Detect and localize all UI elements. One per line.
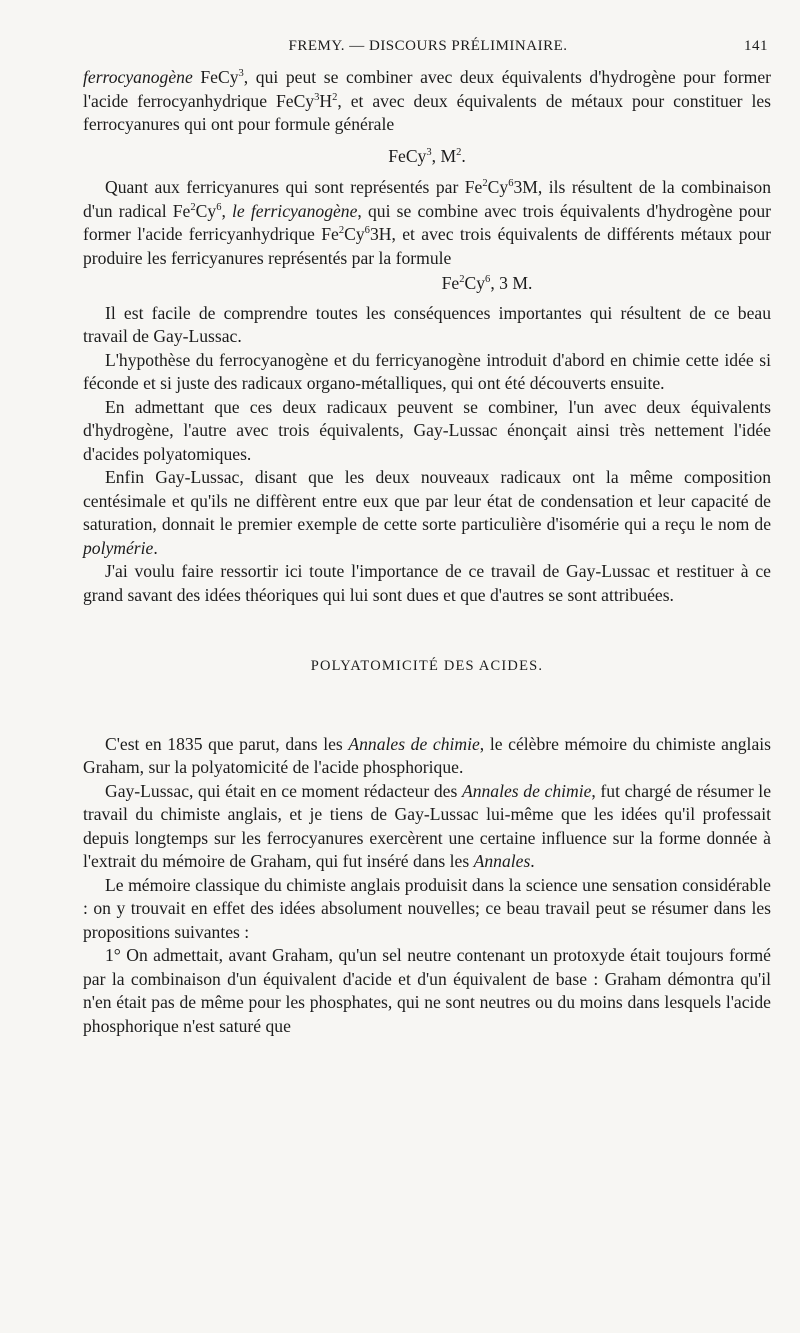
running-title: FREMY. — DISCOURS PRÉLIMINAIRE. [288,38,568,54]
paragraph-ferricyanures: Quant aux ferricyanures qui sont représentés par Fe$^2$Cy$^6$3M, ils résultent de la combinaison d'un radical Fe$^2$Cy$^6$, le ferricyanogène, qui se combine avec trois équivalents d'hydrogène pour former l'acide ferricyanhydrique Fe$^2$Cy$^6$3H, et avec trois équivalents de différents métaux pour produire les ferricyanures représentés par la formule [83,177,772,268]
formula-ferricyanures: Fe$^2$Cy$^6$, 3 M. [441,273,533,293]
paragraph-polymerie: Enfin Gay-Lussac, disant que les deux nouveaux radicaux ont la même composition centésimale et qu'ils ne diffèrent entre eux que par leur état de condensation et leur capacité de saturation, donnait le premier exemple de cette sorte particulière d'isomérie qui a reçu le nom de polymérie. [83,467,771,558]
running-header [88,38,768,64]
paragraph-graham-1835: C'est en 1835 que parut, dans les Annales de chimie, le célèbre mémoire du chimiste anglais Graham, sur la polyatomicité de l'acide phosphorique. [83,733,771,777]
section-title: POLYATOMICITÉ DES ACIDES. [310,658,544,674]
paragraph-proposition-1: 1° On admettait, avant Graham, qu'un sel neutre contenant un protoxyde était toujours formé par la combinaison d'un équivalent d'acide et d'un équivalent de base : Graham démontra qu'il n'en était pas de même pour les phosphates, qui ne sont neutres ou du moins dans lesquels l'acide phosphorique n'est saturé que [83,945,771,1036]
paragraph-memoire-classique: Le mémoire classique du chimiste anglais produisit dans la science une sensation considérable : on y trouvait en effet des idées absolument nouvelles; ce beau travail peut se résumer dans les propositions suivantes : [83,874,771,942]
paragraph-consequences: Il est facile de comprendre toutes les conséquences importantes qui résultent de ce beau travail de Gay-Lussac. [83,302,771,346]
formula-ferrocyanures: FeCy$^3$, $M^2$. [388,145,466,166]
paragraph-admettant: En admettant que ces deux radicaux peuvent se combiner, l'un avec deux équivalents d'hydrogène, l'autre avec trois équivalents, Gay-Lussac énonçait ainsi très nettement l'idée d'acides polyatomiques. [83,396,771,464]
paragraph-hypothese: L'hypothèse du ferrocyanogène et du ferricyanogène introduit d'abord en chimie cette idée si féconde et si juste des radicaux organo-métalliques, qui ont été découverts ensuite. [83,349,771,393]
page-number: 141 [744,38,768,54]
paragraph-redacteur: Gay-Lussac, qui était en ce moment rédacteur des Annales de chimie, fut chargé de résumer le travail du chimiste anglais, et je tiens de Gay-Lussac lui-même que les idées qu'il professait depuis longtemps sur les ferrocyanures exercèrent une certaine influence sur la forme donnée à l'extrait du mémoire de Graham, qui fut inséré dans les Annales. [83,780,771,871]
paragraph-ferrocyanogene: ferrocyanogène FeCy$^3$, qui peut se combiner avec deux équivalents d'hydrogène pour former l'acide ferrocyanhydrique $FeCy^3H^2$, et avec deux équivalents de métaux pour constituer les ferrocyanures qui ont pour formule générale [83,67,772,134]
paragraph-importance: J'ai voulu faire ressortir ici toute l'importance de ce travail de Gay-Lussac et restituer à ce grand savant des idées théoriques qui lui sont dues et que d'autres se sont attribuées. [83,561,771,605]
page-body [83,66,771,1038]
